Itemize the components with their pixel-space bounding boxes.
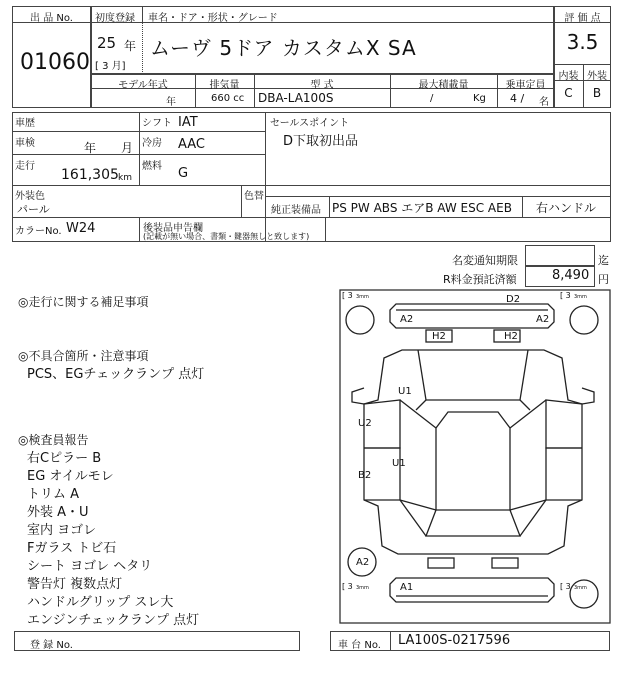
displacement-value: 660 cc xyxy=(211,93,245,104)
inspector-line: シート ヨゴレ ヘタリ xyxy=(27,559,153,574)
fuel-value: G xyxy=(178,166,189,181)
tire-tr-label: [ 3 xyxy=(560,291,571,300)
model-code-label: 型 式 xyxy=(310,80,334,91)
tire-bl-unit: 3mm xyxy=(356,585,369,591)
tire-br-label: [ 3 xyxy=(560,582,571,591)
deadline-box xyxy=(525,245,595,266)
mark-a2-right: A2 xyxy=(536,314,550,325)
mileage-label: 走行 xyxy=(15,161,35,172)
capacity-unit: 名 xyxy=(539,97,549,108)
color-no-value: W24 xyxy=(66,221,96,236)
tire-tr-unit: 3mm xyxy=(574,294,587,300)
displacement-label: 排気量 xyxy=(209,80,240,91)
mileage-value: 161,305 xyxy=(61,167,119,183)
inspection-year-unit: 年 xyxy=(84,141,97,155)
body-color-value: パール xyxy=(17,203,50,216)
deadline-unit: 迄 xyxy=(598,254,609,267)
mark-a2-left: A2 xyxy=(400,314,414,325)
exterior-label: 外装 xyxy=(587,71,607,82)
inspector-line: 外装 A・U xyxy=(27,505,89,520)
registration-no-label: 登 録 No. xyxy=(30,640,73,651)
tire-br-unit: 3mm xyxy=(574,585,587,591)
handle-value: 右ハンドル xyxy=(536,201,597,215)
equipment-label: 純正装備品 xyxy=(271,205,321,216)
max-load-value: / xyxy=(430,93,434,104)
inspection-label: 車検 xyxy=(15,138,35,149)
vehicle-name-label: 車名・ドア・形状・グレード xyxy=(148,13,278,24)
evaluation-label: 評 価 点 xyxy=(564,13,601,24)
vehicle-name: ムーヴ 5ドア カスタムX SA xyxy=(150,36,417,60)
inspector-line: エンジンチェックランプ 点灯 xyxy=(27,613,200,628)
aircon-value: AAC xyxy=(178,137,205,152)
shift-label: シフト xyxy=(142,118,172,129)
recycle-fee-unit: 円 xyxy=(598,273,609,286)
car-damage-diagram xyxy=(338,288,612,625)
inspector-line: トリム A xyxy=(27,487,80,502)
capacity-label: 乗車定員 xyxy=(505,80,546,91)
evaluation-score: 3.5 xyxy=(566,30,599,54)
sales-point-value: D下取初出品 xyxy=(283,134,359,149)
inspector-title: ◎検査員報告 xyxy=(18,433,89,447)
mileage-unit: km xyxy=(118,173,132,183)
model-year-unit: 年 xyxy=(166,97,176,108)
driving-notes-title: ◎走行に関する補足事項 xyxy=(18,295,149,309)
inspection-month-unit: 月 xyxy=(121,141,134,155)
shift-value: IAT xyxy=(178,115,198,130)
defects-text: PCS、EGチェックランプ 点灯 xyxy=(27,367,205,382)
capacity-value: 4 / xyxy=(510,92,525,105)
lot-no-value: 01060 xyxy=(20,50,90,75)
mark-a1: A1 xyxy=(400,582,414,593)
mark-u1-mid: U1 xyxy=(392,458,406,469)
model-code-value: DBA-LA100S xyxy=(258,91,334,105)
chassis-no-label: 車 台 No. xyxy=(338,640,381,651)
mark-a2-wheel: A2 xyxy=(356,557,370,568)
lot-no-label: 出 品 No. xyxy=(30,13,73,24)
inspector-line: ハンドルグリップ スレ大 xyxy=(27,595,174,610)
mark-b2: B2 xyxy=(358,470,372,481)
max-load-label: 最大積載量 xyxy=(418,80,469,91)
first-registration-label: 初度登録 xyxy=(95,13,135,24)
model-year-label: モデル年式 xyxy=(118,80,168,91)
interior-label: 内装 xyxy=(558,71,579,82)
registration-year: 25 xyxy=(97,34,117,52)
deadline-label: 名変通知期限 xyxy=(452,254,518,267)
mark-u1-top: U1 xyxy=(398,386,412,397)
history-label: 車歴 xyxy=(15,118,35,129)
inspector-line: EG オイルモレ xyxy=(27,469,114,484)
recycle-fee-label: R料金預託済額 xyxy=(443,273,517,286)
exterior-grade: B xyxy=(592,86,602,100)
max-load-unit: Kg xyxy=(473,93,486,104)
mark-h2-right: H2 xyxy=(504,331,518,342)
mark-d2: D2 xyxy=(506,294,521,305)
sales-point-label: セールスポイント xyxy=(270,118,350,129)
tire-tl-label: [ 3 xyxy=(342,291,353,300)
tire-tl-unit: 3mm xyxy=(356,294,369,300)
aftermarket-label: 後装品申告欄 xyxy=(143,223,203,234)
chassis-no-value: LA100S-0217596 xyxy=(398,633,511,648)
defects-title: ◎不具合箇所・注意事項 xyxy=(18,349,149,363)
tire-bl-label: [ 3 xyxy=(342,582,353,591)
fuel-label: 燃料 xyxy=(142,161,162,172)
registration-year-unit: 年 xyxy=(124,39,137,53)
aftermarket-note: (記載が無い場合、書類・鍵器無しと致します) xyxy=(143,232,310,241)
body-color-label: 外装色 xyxy=(15,191,45,202)
mark-h2-left: H2 xyxy=(432,331,446,342)
mark-u2: U2 xyxy=(358,418,372,429)
inspector-line: Fガラス トビ石 xyxy=(27,541,117,556)
equipment-value: PS PW ABS エアB AW ESC AEB xyxy=(332,201,512,215)
color-no-label: カラーNo. xyxy=(15,226,62,237)
aircon-label: 冷房 xyxy=(142,138,162,149)
interior-grade: C xyxy=(564,86,573,100)
recycle-fee-value: 8,490 xyxy=(552,268,590,283)
inspector-line: 警告灯 複数点灯 xyxy=(27,577,123,592)
repaint-label: 色替 xyxy=(244,191,264,202)
registration-month: [ 3 月] xyxy=(95,61,126,72)
inspector-line: 右Cピラー B xyxy=(27,451,102,466)
inspector-line: 室内 ヨゴレ xyxy=(27,523,97,538)
